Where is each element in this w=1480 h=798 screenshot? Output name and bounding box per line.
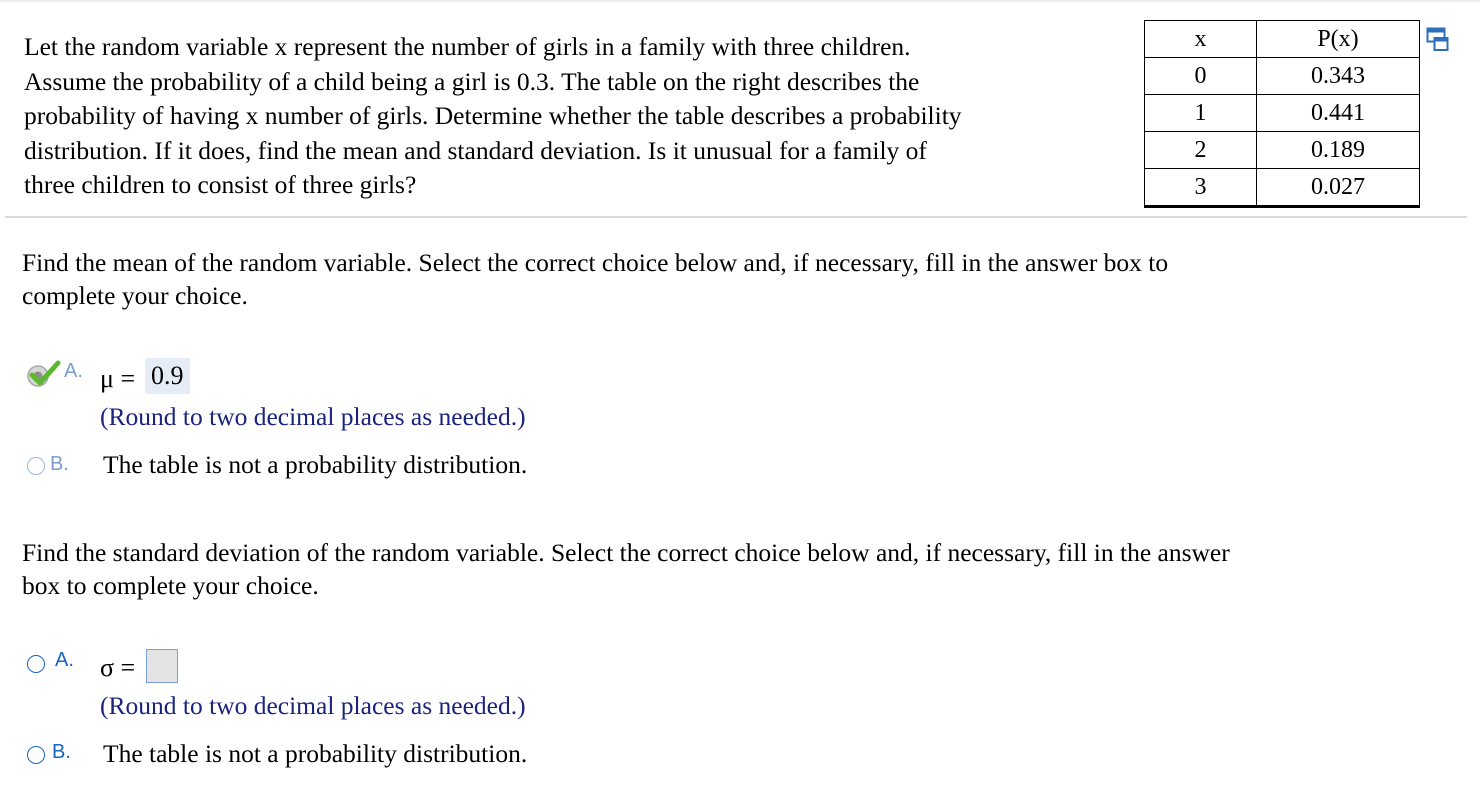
table-header-px: P(x)	[1257, 21, 1420, 58]
table-cell-x: 2	[1145, 132, 1257, 169]
table-cell-x: 0	[1145, 58, 1257, 95]
table-cell-px: 0.441	[1257, 95, 1420, 132]
table-row	[1145, 58, 1420, 95]
problem-line: Assume the probability of a child being a girl is 0.3. The table on the right describes the	[24, 66, 920, 96]
table-row	[1145, 169, 1420, 207]
table-row	[1145, 132, 1420, 169]
problem-line: Let the random variable x represent the number of girls in a family with three children.	[24, 32, 911, 61]
question-line: Find the standard deviation of the random variable. Select the correct choice below and, if necessary, fill in the answer	[22, 538, 1230, 567]
question-mean	[22, 246, 1168, 312]
std-rounding-hint: (Round to two decimal places as needed.)	[100, 691, 526, 720]
problem-line: distribution. If it does, find the mean and standard deviation. Is it unusual for a family of	[24, 135, 927, 165]
problem-line: probability of having x number of girls. Determine whether the table describes a probability	[24, 101, 962, 130]
std-choice-b-text[interactable]: The table is not a probability distribution.	[103, 739, 528, 768]
mean-choice-b-letter: B.	[50, 453, 69, 475]
mean-choice-a-letter: A.	[64, 360, 83, 382]
question-line: Find the mean of the random variable. Select the correct choice below and, if necessary, fill in the answer box to	[22, 248, 1169, 277]
popout-window-icon[interactable]	[1426, 27, 1450, 53]
problem-statement	[24, 30, 1134, 203]
mean-choice-b-text[interactable]: The table is not a probability distribution.	[103, 450, 528, 479]
table-cell-x: 1	[1145, 95, 1257, 132]
question-line: box to complete your choice.	[22, 571, 319, 600]
table-header-row	[1145, 21, 1420, 58]
mean-symbol: μ =	[100, 364, 136, 393]
probability-table	[1144, 20, 1420, 208]
question-line: complete your choice.	[22, 281, 248, 310]
std-choice-a-letter: A.	[55, 649, 74, 671]
section-divider	[5, 216, 1467, 218]
mean-choice-b-radio[interactable]	[27, 457, 45, 475]
std-choice-b-letter: B.	[52, 741, 71, 763]
top-border	[0, 0, 1480, 2]
table-cell-px: 0.343	[1257, 58, 1420, 95]
table-cell-px: 0.189	[1257, 132, 1420, 169]
std-choice-a-radio[interactable]	[27, 655, 45, 673]
table-header-x: x	[1145, 21, 1257, 58]
mean-answer-box[interactable]: 0.9	[145, 358, 190, 394]
std-dev-symbol: σ =	[100, 653, 136, 682]
question-std-dev	[22, 536, 1230, 602]
table-row	[1145, 95, 1420, 132]
std-choice-b-radio[interactable]	[27, 746, 45, 764]
table-cell-px: 0.027	[1257, 169, 1420, 207]
std-dev-answer-box[interactable]	[146, 649, 178, 683]
problem-line: three children to consist of three girls?	[24, 170, 417, 199]
mean-rounding-hint: (Round to two decimal places as needed.)	[100, 402, 526, 431]
table-cell-x: 3	[1145, 169, 1257, 207]
